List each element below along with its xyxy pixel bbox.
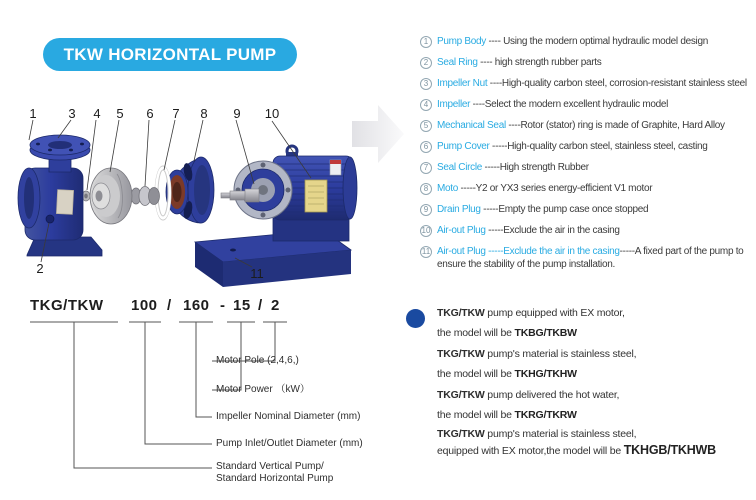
part-number: 11 (250, 266, 264, 281)
part-number-badge: 9 (420, 204, 432, 216)
part-name: Pump Body (437, 36, 486, 47)
part-number-badge: 5 (420, 120, 432, 132)
part-entry (437, 140, 754, 153)
motor-nameplate (305, 180, 327, 212)
parts-list-item (420, 119, 754, 132)
part-number: 4 (93, 106, 101, 121)
parts-list-item (420, 35, 754, 48)
part-entry (437, 77, 754, 90)
part-entry (437, 203, 754, 216)
part-number: 8 (200, 106, 208, 121)
body-sticker (56, 190, 73, 215)
part-name: Impeller Nut (437, 78, 488, 89)
bullet-dot-icon (406, 309, 425, 328)
parts-list-item (420, 56, 754, 69)
part-desc: -----A fixed part of the pump to ensure the stability of the pump installation. (437, 246, 744, 270)
part-number: 1 (29, 106, 37, 121)
part-desc: ----Select the modern excellent hydraulic model (470, 99, 669, 110)
note-line: TKG/TKW pump equipped with EX motor, (437, 307, 625, 319)
model-separator: / (258, 297, 263, 314)
model-code-breakdown (0, 290, 400, 500)
pump-cover (166, 157, 214, 223)
part-number: 10 (264, 106, 280, 121)
part-entry (437, 35, 754, 48)
part-entry (437, 182, 754, 195)
label-inlet-outlet: Pump Inlet/Outlet Diameter (mm) (216, 438, 363, 449)
motor-foot (273, 218, 349, 241)
label-motor-pole: Motor Pole (2,4,6,) (216, 355, 299, 366)
part-entry (437, 98, 754, 111)
part-number: 3 (68, 106, 76, 121)
model-separator: / (167, 297, 172, 314)
part-desc: ----Rotor (stator) ring is made of Graphite, Hard Alloy (505, 120, 725, 131)
part-desc: -----Empty the pump case once stopped (480, 204, 649, 215)
part-number: 2 (36, 261, 44, 276)
parts-list-item (420, 224, 754, 237)
note-line: the model will be TKHG/TKHW (437, 368, 577, 381)
part-name: Drain Plug (437, 204, 481, 215)
note-line: the model will be TKRG/TKRW (437, 409, 577, 422)
part-number: 7 (172, 106, 180, 121)
label-motor-power: Motor Power （kW） (216, 384, 310, 395)
model-separator: - (220, 297, 226, 314)
part-number-badge: 11 (421, 246, 431, 256)
label-standard-pump-2: Standard Horizontal Pump (216, 473, 334, 484)
part-number-badge: 6 (420, 141, 432, 153)
part-desc: -----High strength Rubber (482, 162, 589, 173)
part-number-badge: 3 (420, 78, 432, 90)
part-name: Pump Cover (437, 141, 490, 152)
part-number-badge: 4 (420, 99, 432, 111)
part-number-badge: 2 (420, 57, 432, 69)
parts-list-item (420, 77, 754, 90)
motor (234, 146, 357, 220)
part-name: Seal Circle (437, 162, 483, 173)
note-line: equipped with EX motor,the model will be TKHGB/TKHWB (437, 443, 716, 458)
pump-exploded-diagram (5, 90, 415, 295)
parts-list (420, 35, 754, 279)
part-desc: -----Y2 or YX3 series energy-efficient V1 motor (458, 183, 653, 194)
parts-list-item (420, 203, 754, 216)
shaft (221, 189, 259, 202)
part-desc: ----High-quality carbon steel, corrosion-resistant stainless steel (487, 78, 747, 89)
impeller (90, 168, 132, 224)
drain-plug (46, 215, 54, 223)
part-number: 9 (233, 106, 241, 121)
mechanical-seal (131, 187, 160, 206)
right-arrow-icon (352, 105, 404, 163)
part-name: Air-out Plug (437, 225, 486, 236)
model-callout-lines (0, 290, 400, 500)
page-title-banner (43, 38, 297, 71)
part-desc: -----Exclude the air in the casing (485, 225, 620, 236)
part-name: Moto (437, 183, 459, 194)
part-number-badge: 7 (420, 162, 432, 174)
note-line: the model will be TKBG/TKBW (437, 327, 577, 340)
part-number: 6 (146, 106, 154, 121)
model-series: TKG/TKW (30, 297, 104, 314)
label-standard-pump-1: Standard Vertical Pump/ (216, 461, 324, 472)
part-entry (437, 56, 754, 69)
parts-list-item (420, 98, 754, 111)
model-pole: 2 (271, 297, 280, 314)
part-number-badge: 8 (420, 183, 432, 195)
part-desc: ---- Using the modern optimal hydraulic model design (486, 36, 708, 47)
note-lines (437, 303, 756, 459)
parts-list-item (420, 161, 754, 174)
part-desc: -----High-quality carbon steel, stainless steel, casting (489, 141, 708, 152)
part-entry (437, 161, 754, 174)
part-number-badge: 1 (420, 36, 432, 48)
note-line: TKG/TKW pump delivered the hot water, (437, 388, 620, 401)
part-name: Impeller (437, 99, 471, 110)
part-entry (437, 224, 754, 237)
part-number-badge: 10 (421, 225, 431, 235)
parts-list-item (420, 245, 754, 271)
model-power: 15 (233, 297, 251, 314)
part-entry (437, 119, 754, 132)
part-entry (437, 245, 754, 271)
part-desc: ---- high strength rubber parts (477, 57, 602, 68)
part-name: Mechanical Seal (437, 120, 506, 131)
label-impeller-diam: Impeller Nominal Diameter (mm) (216, 411, 361, 422)
model-inlet: 100 (131, 297, 158, 314)
page-title: TKW HORIZONTAL PUMP (63, 44, 277, 64)
model-variant-notes (404, 303, 756, 459)
part-name: Air-out Plug -----Exclude the air in the casing (437, 246, 620, 257)
parts-list-item (420, 140, 754, 153)
model-impeller: 160 (183, 297, 210, 314)
part-name: Seal Ring (437, 57, 478, 68)
note-line: TKG/TKW pump's material is stainless steel, (437, 428, 637, 441)
note-line: TKG/TKW pump's material is stainless steel, (437, 347, 637, 360)
parts-list-item (420, 182, 754, 195)
part-number: 5 (116, 106, 124, 121)
